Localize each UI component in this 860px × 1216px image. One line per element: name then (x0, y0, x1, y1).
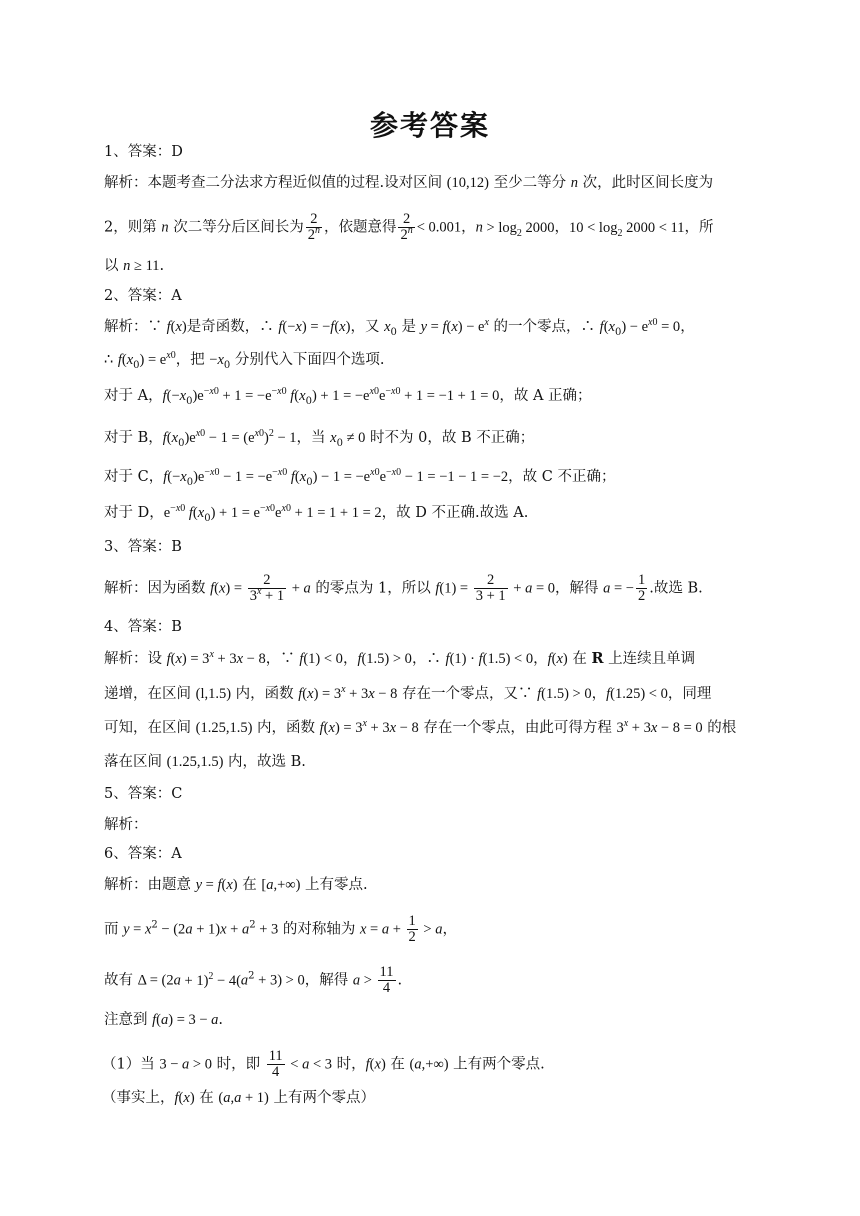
answer-1-explanation-line-1: 解析：本题考查二分法求方程近似值的过程.设对区间 (10,12) 至少二等分 n 次，此时区间长度为 (104, 175, 714, 191)
answer-3-explanation: 解析：因为函数 f(x) = $\frac{2}{3^x + 1}$ + a 的零点为 1，所以 f(1) = $\frac{2}{3 + 1}$ + a = 0，解得 a = − $\frac{1}{2}$ .故选 B. (104, 572, 703, 604)
answer-5-heading: 5、答案：C (104, 786, 183, 802)
answer-4-explanation-line-3: 可知，在区间 (1.25,1.5) 内，函数 $f(x) = 3^x + 3x - 8$ 存在一个零点，由此可得方程 $3^x + 3x - 8 = 0$ 的根 (104, 718, 737, 736)
answer-4-explanation-line-4: 落在区间 (1.25,1.5) 内，故选 B. (104, 754, 306, 770)
answer-2-explanation-line-1: 解析：∵ f(x)是奇函数，∴ f(−x) = −f(x)，又 $x_0$ 是 $y = f(x) - e^x$ 的一个零点，∴ $f(x_0) - e^{x0} = 0$， (104, 317, 695, 338)
answer-6-explanation-line-3: 故有 $\Delta = (2a + 1)^2 - 4(a^2 + 3) > 0$，解得 a > $\frac{11}{4}$ . (104, 964, 403, 996)
answer-6-explanation-line-4: 注意到 f(a) = 3 − a. (104, 1012, 224, 1028)
page-title: 参考答案 (369, 109, 490, 142)
answer-6-heading: 6、答案：A (104, 846, 182, 862)
answer-4-explanation-line-2: 递增，在区间 (l,1.5) 内，函数 $f(x) = 3^x + 3x - 8$ 存在一个零点，又∵ f(1.5) > 0，f(1.25) < 0，同理 (104, 684, 712, 702)
answer-6-explanation-line-1: 解析：由题意 y = f(x) 在 [a,+∞) 上有零点. (104, 877, 368, 893)
option-c-check: 对于 C，$f(-x_0)e^{-x0} - 1 = -e^{-x0}$ $f(x_0) - 1 = -e^{x0}e^{-x0} - 1 = -1 - 1 = -2$，故 C 不正确； (104, 467, 616, 488)
answer-1-explanation-line-2: 2，则第 n 次二等分后区间长为 $\frac{2}{2^n}$ ，依题意得 $\frac{2}{2^n}$ < 0.001，$n > \log_2 2000$，$10 < \log_2 2000 < 11$，所 (104, 211, 714, 243)
answer-4-explanation-line-1: 解析：设 $f(x) = 3^x + 3x - 8$，∵ f(1) < 0，f(1.5) > 0，∴ f(1) · f(1.5) < 0，f(x) 在 R 上连续且单调 (104, 649, 696, 667)
option-b-check: 对于 B，$f(x_0)e^{x0} - 1 = (e^{x0})^2 - 1$，当 $x_0 \ne 0$ 时不为 0，故 B 不正确； (104, 428, 535, 449)
option-d-check: 对于 D，$e^{-x0}$ $f(x_0) + 1 = e^{-x0}e^{x0} + 1 = 1 + 1 = 2$，故 D 不正确.故选 A. (104, 503, 529, 524)
answer-5-explanation: 解析： (104, 817, 148, 833)
answer-3-heading: 3、答案：B (104, 539, 182, 555)
answer-1-heading: 1、答案：D (104, 144, 183, 160)
answer-2-explanation-line-2: ∴ $f(x_0) = e^{x0}$，把 $-x_0$ 分别代入下面四个选项. (104, 350, 385, 371)
option-a-check: 对于 A，$f(-x_0)e^{-x0} + 1 = -e^{-x0}$ $f(x_0) + 1 = -e^{x0}e^{-x0} + 1 = -1 + 1 = 0$，故 A 正确； (104, 386, 592, 407)
answer-6-explanation-line-2: 而 $y = x^2 - (2a + 1)x + a^2 + 3$ 的对称轴为 x = a + $\frac{1}{2}$ > a， (104, 913, 457, 945)
answer-1-explanation-line-3: 以 n ≥ 11. (104, 258, 165, 274)
answer-4-heading: 4、答案：B (104, 619, 182, 635)
answer-6-case-1-note: （事实上，f(x) 在 (a,a + 1) 上有两个零点） (102, 1090, 375, 1106)
answer-6-case-1: （1）当 3 − a > 0 时，即 $\frac{11}{4}$ < a < 3 时，f(x) 在 (a,+∞) 上有两个零点. (102, 1048, 545, 1080)
answer-2-heading: 2、答案：A (104, 288, 182, 304)
